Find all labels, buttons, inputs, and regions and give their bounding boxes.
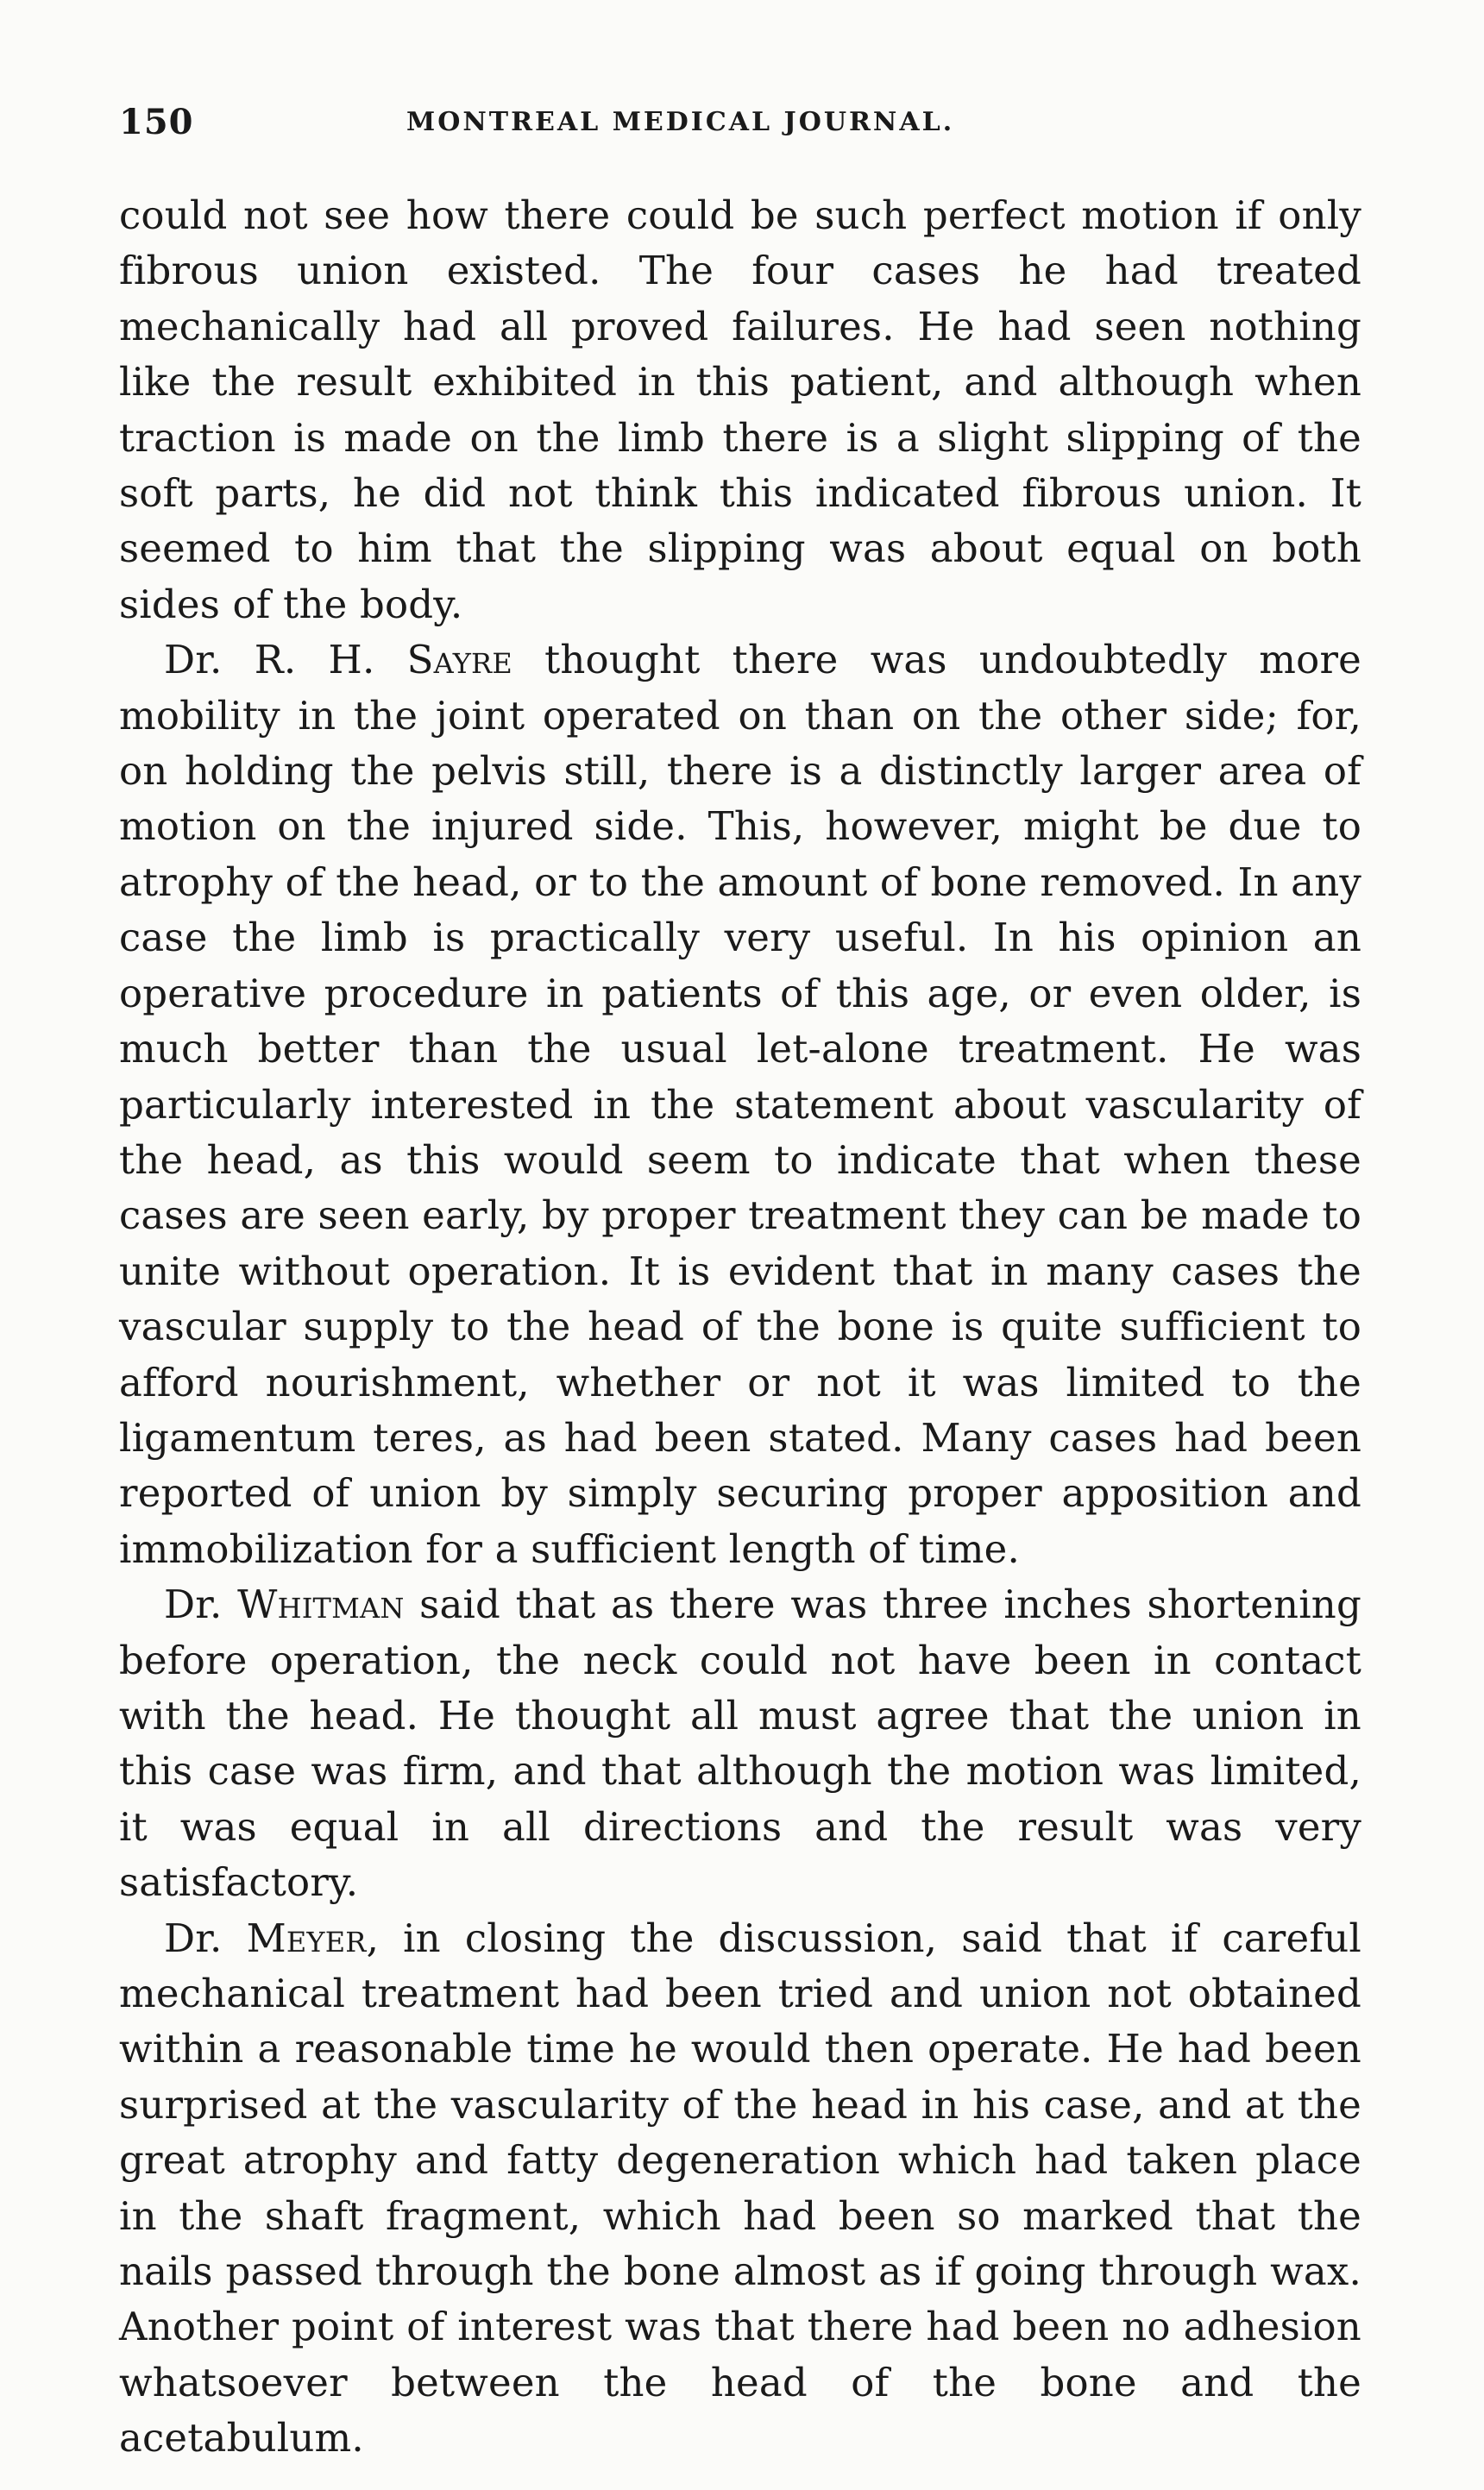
paragraph-text: , in closing the discussion, said that if careful mechanical treatment had been tried and union not obtained within a reasonable time he would then operate. He had been surprised at the vascularity of the head in his case, and at the great atrophy and fatty degeneration which had taken place in the shaft fragment, which had been so marked that the nails passed through the bone almost as if going through wax. Another point of interest was that there had been no adhesion whatsoever between the head of the bone and the acetabulum. (119, 1915, 1361, 2462)
speaker-name: Whitman (237, 1581, 405, 1628)
paragraph-meyer (119, 1911, 1361, 2467)
running-head: MONTREAL MEDICAL JOURNAL. (406, 107, 955, 137)
paragraph-text: could not see how there could be such perfect motion if only fibrous union existed. The four cases he had treated mechanically had all proved failures. He had seen nothing like the result exhibited in this patient, and although when traction is made on the limb there is a slight slipping of the soft parts, he did not think this indicated fibrous union. It seemed to him that the slipping was about equal on both sides of the body. (119, 192, 1361, 627)
paragraph-continuation (119, 188, 1361, 632)
body-text (119, 188, 1361, 2467)
page-number: 150 (119, 102, 194, 142)
paragraph-whitman (119, 1577, 1361, 1910)
paragraph-text: thought there was undoubtedly more mobility in the joint operated on than on the other side; for, on holding the pelvis still, there is a distinctly larger area of motion on the injured side. This, however, might be due to atrophy of the head, or to the amount of bone removed. In any case the limb is practically very useful. In his opinion an operative procedure in patients of this age, or even older, is much better than the usual let-alone treatment. He was particularly interested in the statement about vascularity of the head, as this would seem to indicate that when these cases are seen early, by proper treatment they can be made to unite without operation. It is evident that in many cases the vascular supply to the head of the bone is quite sufficient to afford nourishment, whether or not it was limited to the ligamentum teres, as had been stated. Many cases had been reported of union by simply securing proper apposition and immobilization for a sufficient length of time. (119, 637, 1362, 1572)
speaker-prefix: Dr. (164, 1581, 238, 1628)
paragraph-sayre (119, 632, 1361, 1577)
speaker-name: Meyer (246, 1915, 367, 1961)
speaker-name: Sayre (406, 637, 512, 683)
page-header (119, 102, 1361, 154)
speaker-prefix: Dr. R. H. (164, 637, 407, 683)
paragraph-text: said that as there was three inches shortening before operation, the neck could not have been in contact with the head. He thought all must agree that the union in this case was firm, and that although the motion was limited, it was equal in all directions and the result was very satisfactory. (119, 1581, 1361, 1906)
speaker-prefix: Dr. (164, 1915, 247, 1961)
